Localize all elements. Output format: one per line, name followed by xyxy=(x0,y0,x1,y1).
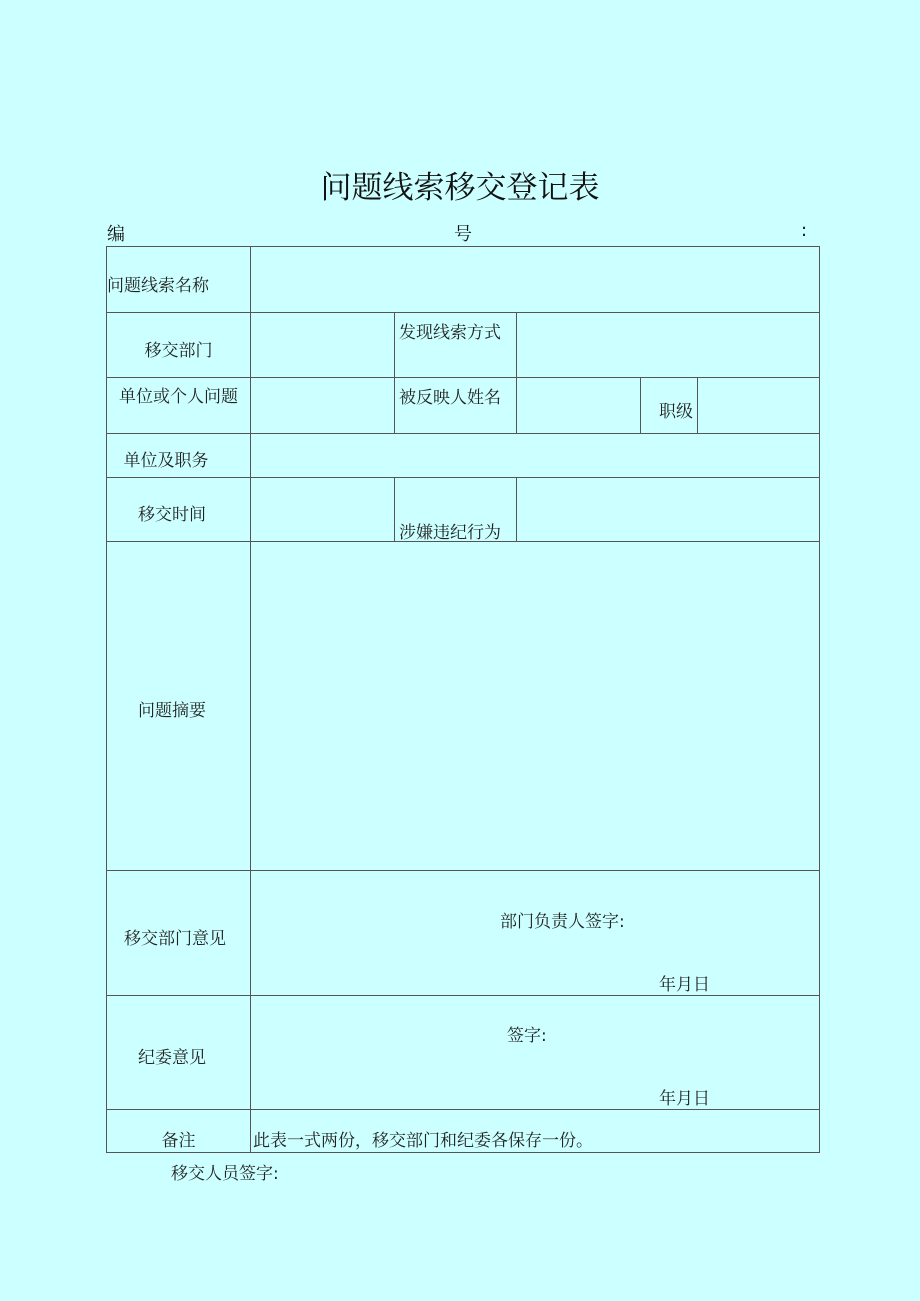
rank-label: 职级 xyxy=(659,402,693,422)
label-column-divider xyxy=(250,246,251,1153)
registration-table xyxy=(106,246,820,1153)
date-label-1: 年月日 xyxy=(659,975,710,995)
reported-name-label: 被反映人姓名 xyxy=(399,388,501,408)
transfer-time-label: 移交时间 xyxy=(138,505,206,525)
row-divider xyxy=(106,995,820,996)
discovery-method-label: 发现线索方式 xyxy=(399,323,501,343)
row-divider xyxy=(106,433,820,434)
row-divider xyxy=(106,477,820,478)
table-border-top xyxy=(106,246,820,247)
table-border-right xyxy=(819,246,820,1153)
col-divider xyxy=(516,477,517,542)
col-divider xyxy=(394,477,395,542)
remarks-text: 此表一式两份，移交部门和纪委各保存一份。 xyxy=(253,1131,593,1151)
commission-opinion-label: 纪委意见 xyxy=(138,1048,206,1068)
dept-opinion-label: 移交部门意见 xyxy=(124,929,226,949)
row-divider xyxy=(106,312,820,313)
col-divider xyxy=(394,312,395,434)
dept-head-sign-label: 部门负责人签字: xyxy=(500,912,625,932)
row-divider xyxy=(106,1109,820,1110)
row-divider xyxy=(106,377,820,378)
transferor-sign-label: 移交人员签字: xyxy=(171,1164,279,1184)
col-divider xyxy=(640,377,641,434)
number-label-colon: : xyxy=(801,220,808,241)
date-label-2: 年月日 xyxy=(659,1089,710,1109)
summary-label: 问题摘要 xyxy=(138,701,206,721)
sign-label: 签字: xyxy=(507,1026,547,1046)
col-divider xyxy=(516,312,517,434)
number-label-1: 编 xyxy=(107,224,125,245)
unit-or-person-label: 单位或个人问题 xyxy=(119,387,238,407)
number-label-2: 号 xyxy=(454,224,472,245)
clue-name-label: 问题线索名称 xyxy=(107,276,209,296)
page-title: 问题线索移交登记表 xyxy=(320,170,600,206)
transfer-dept-label: 移交部门 xyxy=(144,341,213,361)
unit-position-label: 单位及职务 xyxy=(123,451,209,471)
remarks-label: 备注 xyxy=(161,1131,196,1151)
suspected-violation-label: 涉嫌违纪行为 xyxy=(399,523,501,543)
row-divider xyxy=(106,870,820,871)
col-divider xyxy=(697,377,698,434)
table-border-bottom xyxy=(106,1152,820,1153)
